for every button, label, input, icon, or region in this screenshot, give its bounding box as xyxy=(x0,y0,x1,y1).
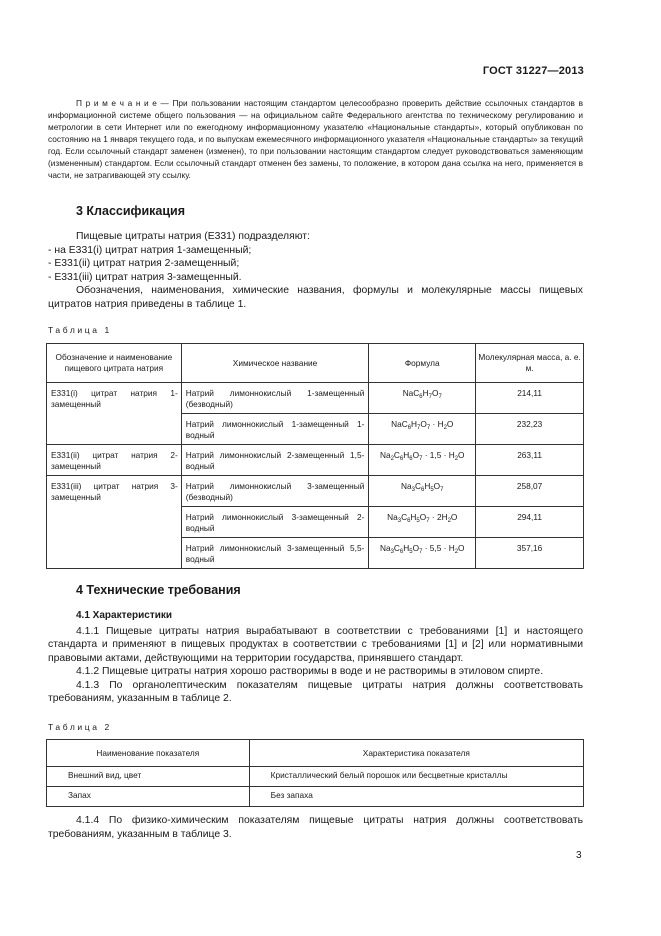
formula-text: $Na_2C_6H_6O_7 \cdot 1,5 \cdot H_2O$ xyxy=(379,450,465,462)
table-row xyxy=(47,476,584,507)
section-3-intro: Пищевые цитраты натрия (Е331) подразделяют: xyxy=(76,231,310,242)
chemical-name-cell: Натрий лимоннокислый 1-замещенный 1-водный xyxy=(181,414,369,445)
section-4-tail xyxy=(48,814,583,841)
column-header: Обозначение и наименование пищевого цитрата натрия xyxy=(47,344,182,383)
column-header: Наименование показателя xyxy=(47,740,250,767)
standard-code: ГОСТ 31227—2013 xyxy=(482,65,584,77)
molecular-mass-cell: 214,11 xyxy=(476,383,584,414)
indicator-value-cell: Без запаха xyxy=(249,787,583,807)
paragraph-4-1-3: 4.1.3 По органолептическим показателям пищевые цитраты натрия должны соответствовать требованиям, указанным в таблице 2. xyxy=(48,679,583,704)
formula-cell xyxy=(369,507,476,538)
table-header-row xyxy=(47,740,584,767)
column-header: Химическое название xyxy=(181,344,369,383)
molecular-mass-cell: 294,11 xyxy=(476,507,584,538)
note-text: — При пользовании настоящим стандартом целесообразно проверить действие ссылочных стандартов в информационной системе общего пользования — на официальном сайте Федерального агентства по техническому регулированию и метрологии в сети Интернет или по ежегодному информационному указателю «Национальные стандарты», который опубликован по состоянию на 1 января текущего года, и по выпускам ежемесячного информационного указателя «Национальные стандарты» за текущий год. Если ссылочный стандарт заменен (изменен), то при пользовании настоящим стандартом следует руководствоваться заменяющим (измененным) стандартом. Если ссылочный стандарт отменен без замены, то положение, в котором дана ссылка на него, применяется в части, не затрагивающей эту ссылку. xyxy=(48,98,583,180)
indicator-name-cell: Запах xyxy=(47,787,250,807)
section-4-heading: 4 Технические требования xyxy=(76,583,241,597)
table-1 xyxy=(46,343,584,569)
column-header: Формула xyxy=(369,344,476,383)
formula-cell xyxy=(369,414,476,445)
indicator-value-cell: Кристаллический белый порошок или бесцветные кристаллы xyxy=(249,767,583,787)
formula-text: $Na_3C_6H_5O_7 \cdot 2H_2O$ xyxy=(387,512,458,524)
section-3-body xyxy=(48,230,583,311)
table-row xyxy=(47,787,584,807)
table-1-caption: Таблица 1 xyxy=(48,325,112,335)
chemical-name-cell: Натрий лимоннокислый 3-замещенный 2-водный xyxy=(181,507,369,538)
chemical-name-cell: Натрий лимоннокислый 2-замещенный 1,5-водный xyxy=(181,445,369,476)
table-header-row xyxy=(47,344,584,383)
chemical-name-cell: Натрий лимоннокислый 3-замещенный 5,5-водный xyxy=(181,538,369,569)
column-header: Характеристика показателя xyxy=(249,740,583,767)
paragraph-4-1-2: 4.1.2 Пищевые цитраты натрия хорошо растворимы в воде и не растворимы в этиловом спирте. xyxy=(76,666,544,677)
table-2-caption: Таблица 2 xyxy=(48,722,112,732)
formula-cell xyxy=(369,445,476,476)
chemical-name-cell: Натрий лимоннокислый 3-замещенный (безводный) xyxy=(181,476,369,507)
formula-text: $Na_3C_6H_5O_7 \cdot 5,5 \cdot H_2O$ xyxy=(379,543,465,555)
section-3-heading: 3 Классификация xyxy=(76,204,186,218)
chemical-name-cell: Натрий лимоннокислый 1-замещенный (безводный) xyxy=(181,383,369,414)
molecular-mass-cell: 232,23 xyxy=(476,414,584,445)
formula-text: $NaC_6H_7O_7 \cdot H_2O$ xyxy=(391,419,454,431)
table-row xyxy=(47,383,584,414)
section-3-item: - Е331(ii) цитрат натрия 2-замещенный; xyxy=(48,258,240,269)
paragraph-4-1-4: 4.1.4 По физико-химическим показателям пищевые цитраты натрия должны соответствовать требованиям, указанным в таблице 3. xyxy=(48,815,583,840)
section-4-body xyxy=(48,609,583,706)
formula-cell xyxy=(369,383,476,414)
molecular-mass-cell: 258,07 xyxy=(476,476,584,507)
subsection-4-1-heading: 4.1 Характеристики xyxy=(76,610,173,621)
indicator-name-cell: Внешний вид, цвет xyxy=(47,767,250,787)
molecular-mass-cell: 263,11 xyxy=(476,445,584,476)
paragraph-4-1-1: 4.1.1 Пищевые цитраты натрия вырабатывают в соответствии с требованиями [1] и настоящего стандарта и применяют в пищевых продуктах в соответствии с требованиями [1] и [2] или нормативными правовыми актами, действующими на территории государства, принявшего стандарт. xyxy=(48,625,583,664)
substance-name-cell: Е331(ii) цитрат натрия 2-замещенный xyxy=(47,445,182,476)
note-paragraph xyxy=(48,97,583,181)
section-3-item: - на Е331(i) цитрат натрия 1-замещенный; xyxy=(48,244,252,256)
molecular-mass-cell: 357,16 xyxy=(476,538,584,569)
table-row xyxy=(47,767,584,787)
page-number: 3 xyxy=(576,850,582,861)
substance-name-cell: Е331(i) цитрат натрия 1-замещенный xyxy=(47,383,182,445)
section-3-item: - Е331(iii) цитрат натрия 3-замещенный. xyxy=(48,271,242,283)
formula-text: $NaC_6H_7O_7$ xyxy=(402,388,442,400)
substance-name-cell: Е331(iii) цитрат натрия 3-замещенный xyxy=(47,476,182,569)
section-3-paragraph: Обозначения, наименования, химические названия, формулы и молекулярные массы пищевых цитратов натрия приведены в таблице 1. xyxy=(48,285,583,310)
table-row xyxy=(47,445,584,476)
formula-cell xyxy=(369,538,476,569)
column-header: Молекулярная масса, а. е. м. xyxy=(476,344,584,383)
table-2 xyxy=(46,739,584,807)
note-label: П р и м е ч а н и е xyxy=(76,98,157,108)
formula-text: $Na_3C_6H_5O_7$ xyxy=(401,481,444,493)
formula-cell xyxy=(369,476,476,507)
